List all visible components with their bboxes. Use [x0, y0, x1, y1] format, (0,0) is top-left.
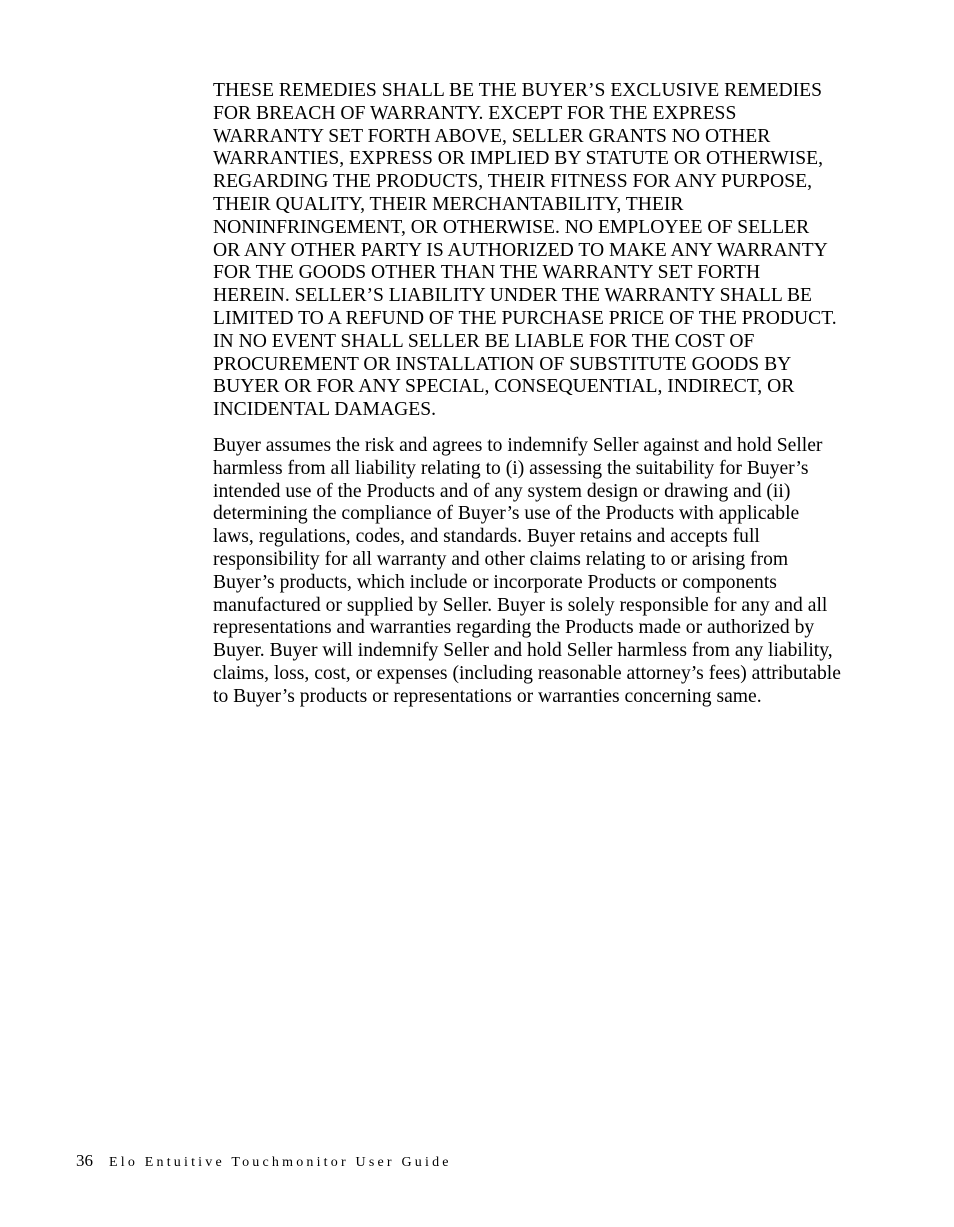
- guide-title: Elo Entuitive Touchmonitor User Guide: [109, 1155, 452, 1170]
- warranty-disclaimer-paragraph: [213, 80, 877, 422]
- text-line: NONINFRINGEMENT, OR OTHERWISE. NO EMPLOYEE OF SELLER: [213, 216, 810, 238]
- page-footer: [76, 1151, 452, 1173]
- text-line: representations and warranties regarding the Products made or authorized by: [213, 617, 815, 639]
- text-line: manufactured or supplied by Seller. Buyer is solely responsible for any and all: [213, 594, 828, 616]
- buyer-indemnification-paragraph: [213, 435, 877, 709]
- text-line: IN NO EVENT SHALL SELLER BE LIABLE FOR THE COST OF: [213, 330, 755, 352]
- text-line: INCIDENTAL DAMAGES.: [213, 399, 437, 421]
- text-line: Buyer assumes the risk and agrees to indemnify Seller against and hold Seller: [213, 434, 823, 456]
- text-line: BUYER OR FOR ANY SPECIAL, CONSEQUENTIAL, INDIRECT, OR: [213, 376, 795, 398]
- text-line: REGARDING THE PRODUCTS, THEIR FITNESS FOR ANY PURPOSE,: [213, 171, 812, 193]
- text-line: PROCUREMENT OR INSTALLATION OF SUBSTITUTE GOODS BY: [213, 353, 792, 375]
- text-line: to Buyer’s products or representations or warranties concerning same.: [213, 685, 762, 707]
- page-number: 36: [76, 1151, 93, 1170]
- text-line: FOR THE GOODS OTHER THAN THE WARRANTY SET FORTH: [213, 262, 761, 284]
- text-line: THEIR QUALITY, THEIR MERCHANTABILITY, THEIR: [213, 193, 684, 215]
- text-line: OR ANY OTHER PARTY IS AUTHORIZED TO MAKE ANY WARRANTY: [213, 239, 828, 261]
- text-line: WARRANTIES, EXPRESS OR IMPLIED BY STATUTE OR OTHERWISE,: [213, 148, 824, 170]
- text-line: determining the compliance of Buyer’s use of the Products with applicable: [213, 503, 800, 525]
- text-line: Buyer’s products, which include or incorporate Products or components: [213, 571, 777, 593]
- text-line: FOR BREACH OF WARRANTY. EXCEPT FOR THE EXPRESS: [213, 102, 737, 124]
- text-line: HEREIN. SELLER’S LIABILITY UNDER THE WARRANTY SHALL BE: [213, 285, 813, 307]
- text-line: harmless from all liability relating to (i) assessing the suitability for Buyer’s: [213, 457, 809, 479]
- text-line: intended use of the Products and of any system design or drawing and (ii): [213, 480, 791, 502]
- text-line: WARRANTY SET FORTH ABOVE, SELLER GRANTS NO OTHER: [213, 125, 771, 147]
- text-line: Buyer. Buyer will indemnify Seller and hold Seller harmless from any liability,: [213, 640, 833, 662]
- text-line: LIMITED TO A REFUND OF THE PURCHASE PRICE OF THE PRODUCT.: [213, 307, 837, 329]
- text-line: laws, regulations, codes, and standards. Buyer retains and accepts full: [213, 526, 760, 548]
- document-body: [213, 80, 877, 722]
- text-line: claims, loss, cost, or expenses (including reasonable attorney’s fees) attributable: [213, 662, 841, 684]
- text-line: THESE REMEDIES SHALL BE THE BUYER’S EXCLUSIVE REMEDIES: [213, 80, 823, 101]
- text-line: responsibility for all warranty and other claims relating to or arising from: [213, 548, 789, 570]
